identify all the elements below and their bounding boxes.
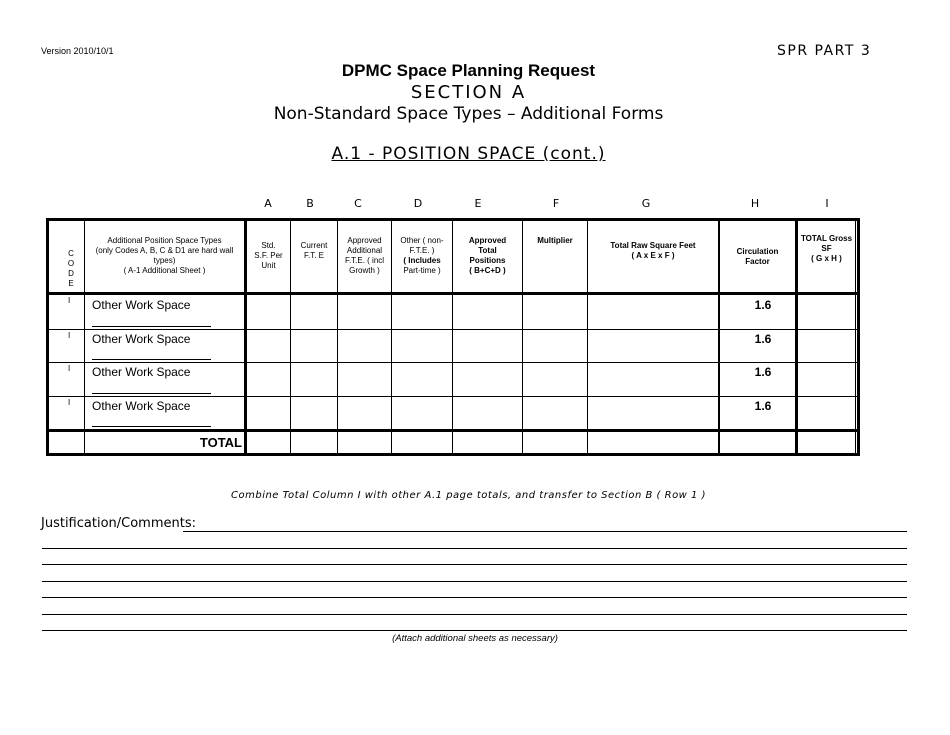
row-space-type: Other Work Space bbox=[92, 365, 191, 379]
approved-additional-header: Approved Additional F.T.E. ( incl Growth ) bbox=[344, 236, 385, 275]
row-code: I bbox=[68, 331, 71, 340]
circulation-factor-header: Circulation Factor bbox=[736, 247, 779, 266]
description-header: Additional Position Space Types (only Codes A, B, C & D1 are hard wall types) ( A-1 Additional Sheet ) bbox=[95, 236, 234, 275]
column-letter-b: B bbox=[306, 197, 314, 210]
current-fte-header: Current F.T. E bbox=[300, 241, 328, 260]
row-code: I bbox=[68, 364, 71, 373]
section-label: SECTION A bbox=[410, 82, 527, 103]
row-entry-line bbox=[92, 426, 211, 427]
row-circulation-factor: 1.6 bbox=[754, 365, 772, 379]
total-raw-sf-header: Total Raw Square Feet ( A x E x F ) bbox=[610, 241, 696, 260]
column-letter-d: D bbox=[413, 197, 423, 210]
row-circulation-factor: 1.6 bbox=[754, 399, 772, 413]
page-title: DPMC Space Planning Request bbox=[341, 61, 596, 80]
std-sf-header: Std. S.F. Per Unit bbox=[254, 241, 283, 270]
approved-total-header: Approved Total Positions ( B+C+D ) bbox=[468, 236, 507, 275]
row-entry-line bbox=[92, 326, 211, 327]
row-space-type: Other Work Space bbox=[92, 298, 191, 312]
row-entry-line bbox=[92, 393, 211, 394]
page-subtitle: Non-Standard Space Types – Additional Forms bbox=[273, 104, 664, 124]
code-header-o: O bbox=[67, 259, 75, 268]
code-header-d: D bbox=[68, 269, 74, 278]
row-code: I bbox=[68, 296, 71, 305]
justification-line[interactable] bbox=[42, 630, 907, 631]
column-letter-e: E bbox=[474, 197, 482, 210]
part-label: SPR PART 3 bbox=[777, 43, 872, 59]
column-letter-h: H bbox=[750, 197, 760, 210]
justification-line[interactable] bbox=[42, 597, 907, 598]
code-header-e: E bbox=[68, 279, 74, 288]
total-gross-sf-header: TOTAL Gross SF ( G x H ) bbox=[800, 234, 853, 263]
total-label: TOTAL bbox=[199, 435, 242, 450]
row-space-type: Other Work Space bbox=[92, 332, 191, 346]
multiplier-header: Multiplier bbox=[537, 236, 573, 245]
justification-line[interactable] bbox=[42, 614, 907, 615]
row-circulation-factor: 1.6 bbox=[754, 298, 772, 312]
row-circulation-factor: 1.6 bbox=[754, 332, 772, 346]
other-non-fte-header: Other ( non- F.T.E. ) ( Includes Part-time ) bbox=[400, 236, 444, 275]
justification-line[interactable] bbox=[183, 531, 907, 532]
version-label: Version 2010/10/1 bbox=[41, 46, 114, 56]
form-title: A.1 - POSITION SPACE (cont.) bbox=[331, 144, 606, 164]
row-space-type: Other Work Space bbox=[92, 399, 191, 413]
position-space-table bbox=[46, 218, 860, 456]
justification-line[interactable] bbox=[42, 564, 907, 565]
attach-note: (Attach additional sheets as necessary) bbox=[392, 633, 558, 644]
column-letter-a: A bbox=[264, 197, 272, 210]
column-letter-c: C bbox=[354, 197, 362, 210]
justification-line[interactable] bbox=[42, 548, 907, 549]
justification-label: Justification/Comments: bbox=[41, 516, 196, 531]
justification-line[interactable] bbox=[42, 581, 907, 582]
column-letter-i: I bbox=[825, 197, 829, 210]
column-letter-g: G bbox=[641, 197, 651, 210]
row-code: I bbox=[68, 398, 71, 407]
row-entry-line bbox=[92, 359, 211, 360]
combine-note: Combine Total Column I with other A.1 page totals, and transfer to Section B ( Row 1 ) bbox=[231, 490, 706, 501]
column-letter-f: F bbox=[552, 197, 560, 210]
code-header-c: C bbox=[68, 249, 74, 258]
